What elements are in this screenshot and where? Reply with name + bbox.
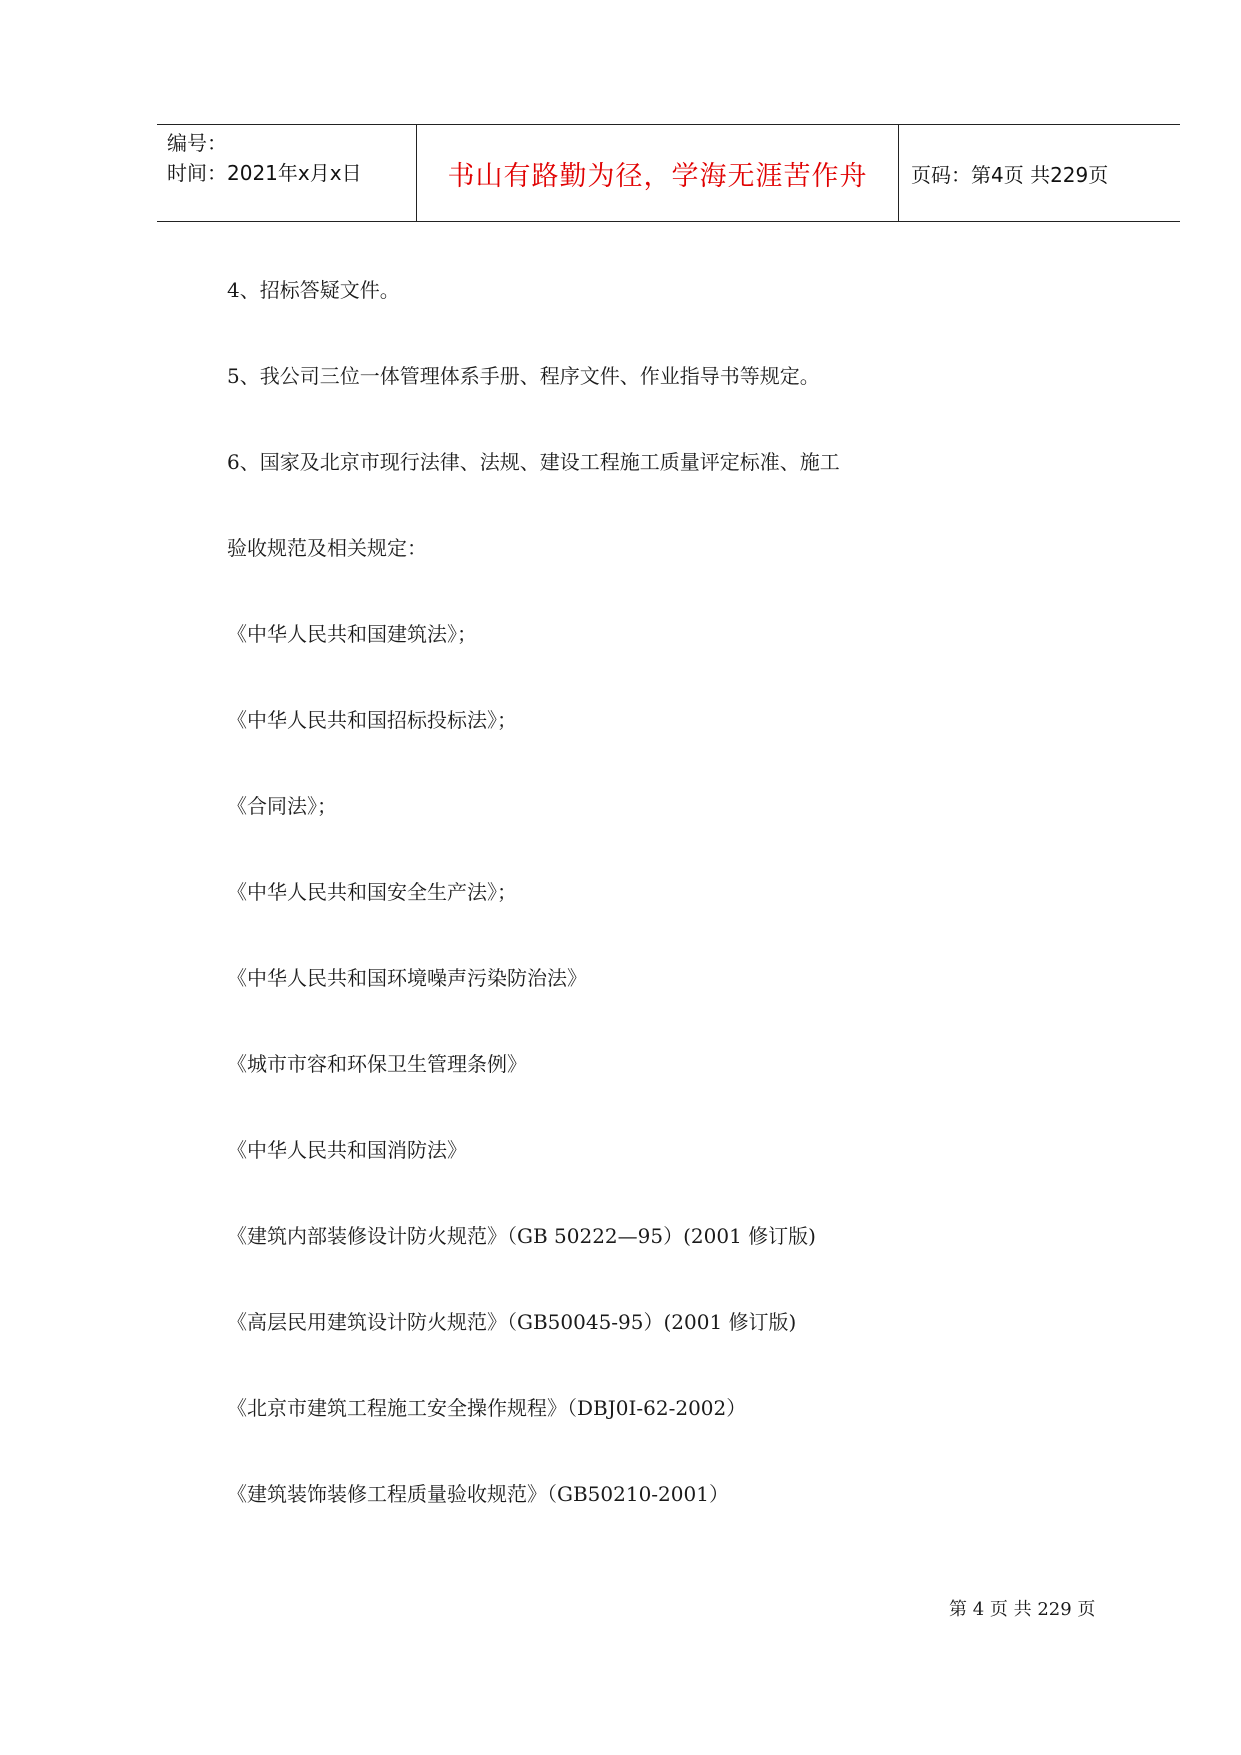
regulation-item: 《中华人民共和国招标投标法》；	[227, 708, 517, 732]
regulation-item: 《中华人民共和国消防法》	[227, 1138, 467, 1162]
header-center-cell	[416, 125, 899, 221]
regulation-item: 《中华人民共和国环境噪声污染防治法》	[227, 966, 587, 990]
paragraph-item-6: 6、国家及北京市现行法律、法规、建设工程施工质量评定标准、施工	[227, 450, 840, 474]
header-left-cell	[157, 125, 416, 221]
paragraph-item-5: 5、我公司三位一体管理体系手册、程序文件、作业指导书等规定。	[227, 364, 820, 388]
regulation-item: 《中华人民共和国建筑法》；	[227, 622, 477, 646]
paragraph-item-6-continued: 验收规范及相关规定：	[227, 536, 427, 560]
document-time-label: 时间：2021年x月x日	[167, 161, 362, 185]
header-motto: 书山有路勤为径，学海无涯苦作舟	[447, 160, 868, 192]
header-page-code: 页码：第4页 共229页	[911, 162, 1109, 187]
document-number-label: 编号：	[167, 131, 227, 155]
regulation-item: 《高层民用建筑设计防火规范》（GB50045-95）(2001 修订版)	[227, 1310, 797, 1334]
regulation-item: 《中华人民共和国安全生产法》；	[227, 880, 517, 904]
regulation-item: 《合同法》；	[227, 794, 337, 818]
document-header	[157, 124, 1180, 222]
regulation-item: 《北京市建筑工程施工安全操作规程》（DBJ0I-62-2002）	[227, 1396, 747, 1420]
regulation-item: 《城市市容和环保卫生管理条例》	[227, 1052, 527, 1076]
paragraph-item-4: 4、招标答疑文件。	[227, 278, 400, 302]
regulation-item: 《建筑装饰装修工程质量验收规范》（GB50210-2001）	[227, 1482, 729, 1506]
page-footer-number: 第 4 页 共 229 页	[949, 1599, 1096, 1620]
regulation-item: 《建筑内部装修设计防火规范》（GB 50222—95）(2001 修订版)	[227, 1224, 816, 1248]
header-right-cell	[899, 125, 1180, 221]
